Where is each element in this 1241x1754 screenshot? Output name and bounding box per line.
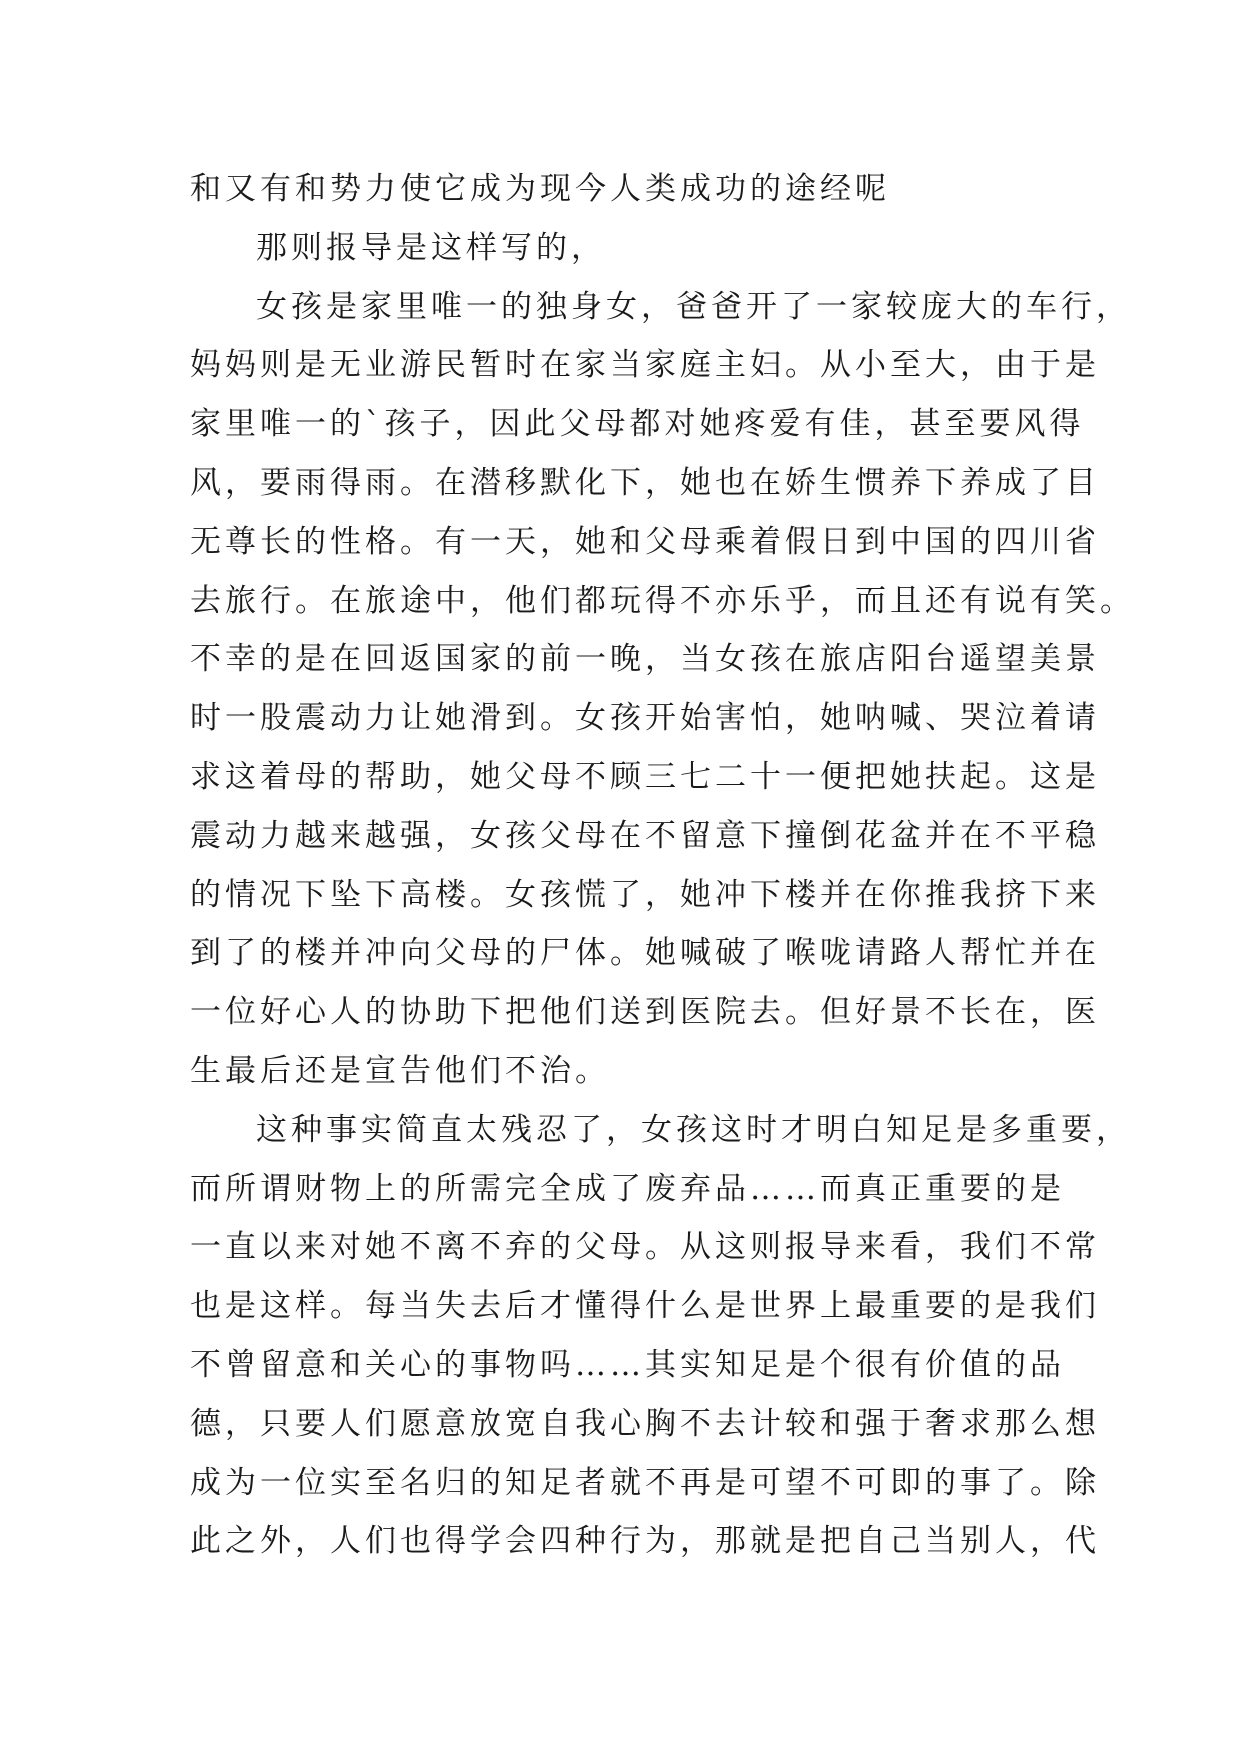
text-line: 风，要雨得雨。在潜移默化下，她也在娇生惯养下养成了目 xyxy=(190,464,1100,501)
text-line: 此之外，人们也得学会四种行为，那就是把自己当别人，代 xyxy=(190,1523,1100,1560)
text-line: 和又有和势力使它成为现今人类成功的途经呢 xyxy=(190,171,890,207)
text-line: 无尊长的性格。有一天，她和父母乘着假日到中国的四川省 xyxy=(190,523,1100,560)
text-line: 时一股震动力让她滑到。女孩开始害怕，她呐喊、哭泣着请 xyxy=(190,700,1100,737)
text-line: 一直以来对她不离不弃的父母。从这则报导来看，我们不常 xyxy=(190,1229,1100,1266)
paragraph-first-line: 女孩是家里唯一的独身女，爸爸开了一家较庞大的车行， xyxy=(256,288,1131,325)
text-line: 震动力越来越强，女孩父母在不留意下撞倒花盆并在不平稳 xyxy=(190,817,1100,854)
text-line: 也是这样。每当失去后才懂得什么是世界上最重要的是我们 xyxy=(190,1288,1100,1325)
paragraph-first-line: 这种事实简直太残忍了，女孩这时才明白知足是多重要， xyxy=(256,1111,1131,1148)
text-line: 德，只要人们愿意放宽自我心胸不去计较和强于奢求那么想 xyxy=(190,1405,1100,1442)
text-line: 到了的楼并冲向父母的尸体。她喊破了喉咙请路人帮忙并在 xyxy=(190,935,1100,972)
text-line: 生最后还是宣告他们不治。 xyxy=(190,1052,610,1089)
text-line: 一位好心人的协助下把他们送到医院去。但好景不长在，医 xyxy=(190,994,1100,1031)
body-text xyxy=(190,160,1135,1571)
text-line: 家里唯一的`孩子，因此父母都对她疼爱有佳，甚至要风得 xyxy=(190,406,1085,443)
text-line: 不幸的是在回返国家的前一晚，当女孩在旅店阳台遥望美景 xyxy=(190,641,1100,678)
text-line: 求这着母的帮助，她父母不顾三七二十一便把她扶起。这是 xyxy=(190,758,1100,795)
text-line: 不曾留意和关心的事物吗……其实知足是个很有价值的品 xyxy=(190,1346,1065,1383)
text-line: 成为一位实至名归的知足者就不再是可望不可即的事了。除 xyxy=(190,1464,1100,1501)
text-line: 的情况下坠下高楼。女孩慌了，她冲下楼并在你推我挤下来 xyxy=(190,876,1100,913)
text-line: 而所谓财物上的所需完全成了废弃品……而真正重要的是 xyxy=(190,1170,1065,1207)
text-line: 去旅行。在旅途中，他们都玩得不亦乐乎，而且还有说有笑。 xyxy=(190,582,1135,619)
paragraph-first-line: 那则报导是这样写的， xyxy=(256,229,606,266)
text-line: 妈妈则是无业游民暂时在家当家庭主妇。从小至大，由于是 xyxy=(190,347,1100,384)
